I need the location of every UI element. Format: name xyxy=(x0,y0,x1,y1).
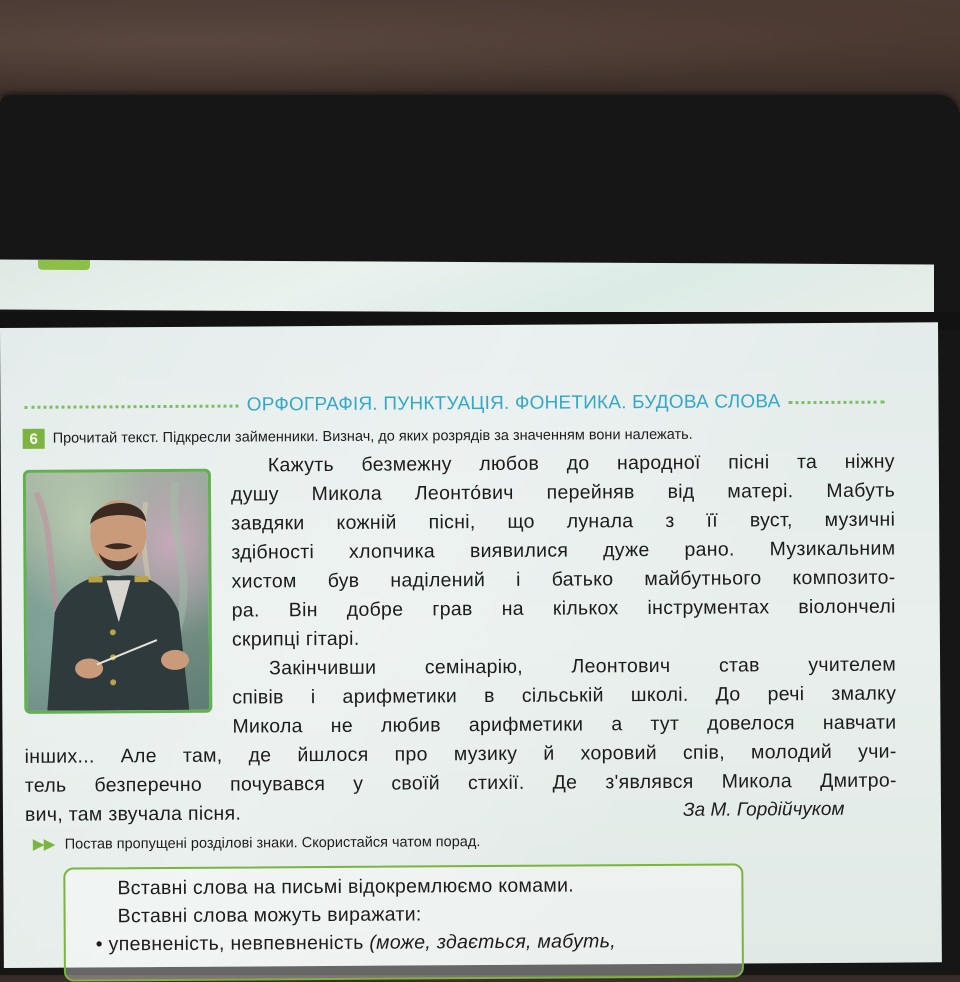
background-fabric xyxy=(0,0,960,105)
text-line-13: вич, там звучала пісня. xyxy=(24,802,242,826)
task-number-badge: 6 xyxy=(23,429,45,449)
rule-box xyxy=(63,863,744,981)
rule-line-1: Вставні слова на письмі відокремлюємо комами. xyxy=(117,874,575,900)
text-line-1: Кажуть безмежну любов до народної пісні та ніжну xyxy=(267,450,895,477)
text-line-3: завдяки кожній пісні, що лунала з її вуст, музичні xyxy=(231,508,896,535)
text-line-10: Микола не любив арифметики а тут довелося навчати xyxy=(232,711,897,738)
bullet-icon: • xyxy=(95,933,103,956)
subtask-text: Постав пропущені розділові знаки. Скористайся чатом порад. xyxy=(64,833,481,853)
text-line-5: хистом був наділений і батько майбутнього композито- xyxy=(231,566,896,593)
bullet-examples: (може, здається, мабуть, xyxy=(369,930,617,954)
text-line-11: інших... Але там, де йшлося про музику й хоровий спів, молодий учи- xyxy=(24,740,897,768)
header-dots-left xyxy=(24,404,238,408)
task-text: Прочитай текст. Підкресли займенники. Визнач, до яких розрядів за значенням вони належать. xyxy=(52,426,693,447)
text-line-2: душу Микола Леонто́вич перейняв від матері. Мабуть xyxy=(230,479,896,506)
green-tab-stub xyxy=(38,260,90,270)
main-text xyxy=(23,448,897,830)
subtask-instruction xyxy=(33,833,480,853)
text-line-4: здібності хлопчика виявилися дуже рано. Музикальним xyxy=(231,537,896,564)
text-line-12: тель безперечно почувався у своїй стихії. Де з'являвся Микола Дмитро- xyxy=(24,769,897,797)
text-line-9: співів і арифметики в сільській школі. До речі змалку xyxy=(232,682,897,709)
double-arrow-icon: ▶▶ xyxy=(33,835,55,852)
author-attribution: За М. Гордійчуком xyxy=(682,798,845,821)
task-instruction xyxy=(23,422,903,449)
header-dots-right xyxy=(788,400,884,404)
text-line-7: скрипці гітарі. xyxy=(231,627,360,651)
section-title: ОРФОГРАФІЯ. ПУНКТУАЦІЯ. ФОНЕТИКА. БУДОВА СЛОВА xyxy=(246,391,781,416)
textbook-page xyxy=(0,322,942,968)
text-line-6: ра. Він добре грав на кількох інструментах віолончелі xyxy=(231,595,896,622)
rule-bullet-item xyxy=(96,930,616,956)
bullet-text: упевненість, невпевненість xyxy=(108,931,364,956)
section-header xyxy=(24,389,884,420)
previous-page-strip xyxy=(0,260,934,315)
rule-line-2: Вставні слова можуть виражати: xyxy=(117,903,422,928)
text-line-8: Закінчивши семінарію, Леонтович став учителем xyxy=(269,653,897,680)
